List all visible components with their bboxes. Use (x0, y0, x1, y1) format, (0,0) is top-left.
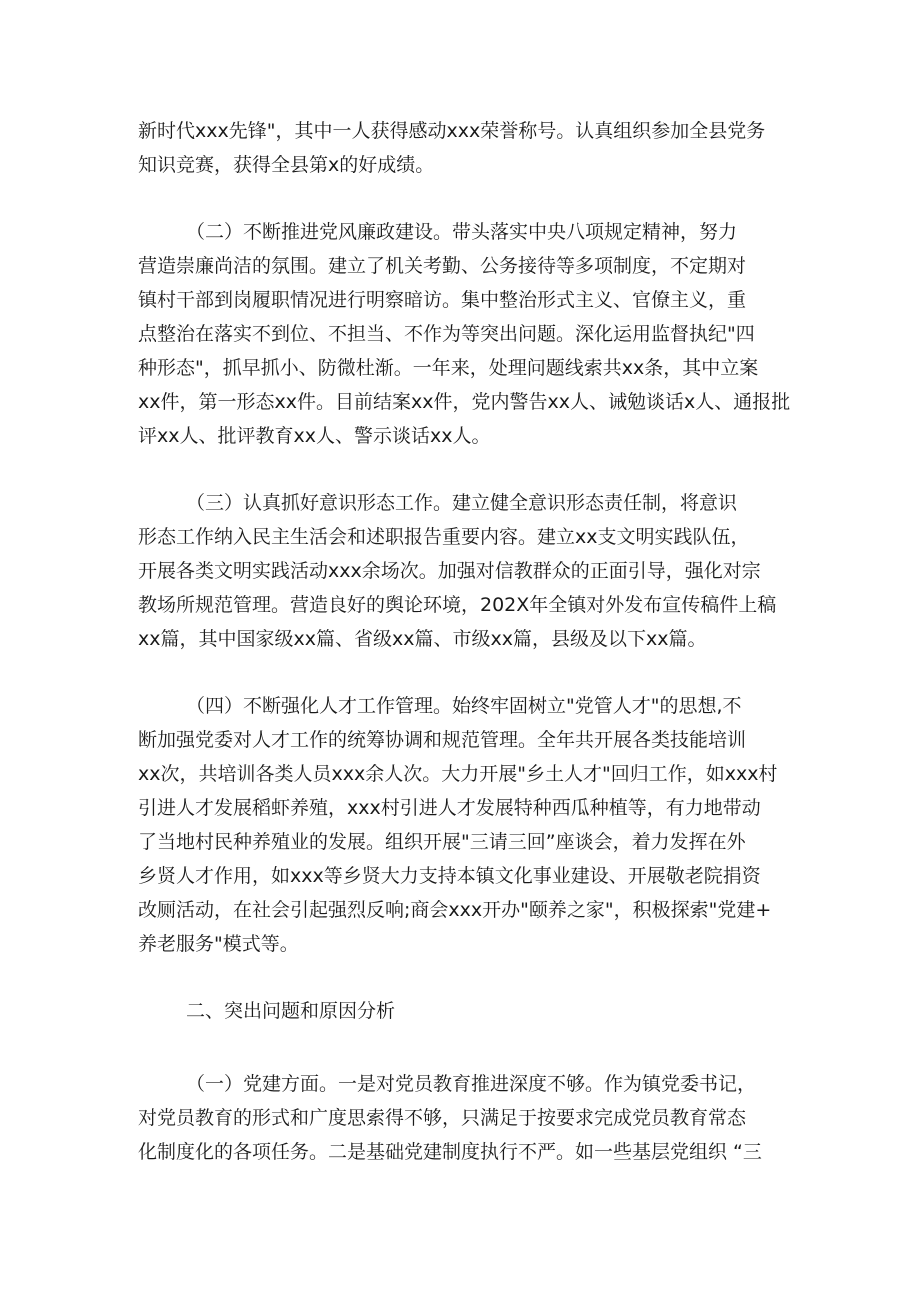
text-line: 形态工作纳入民主生活会和述职报告重要内容。建立xx支文明实践队伍， (138, 526, 750, 548)
text-line: 营造崇廉尚洁的氛围。建立了机关考勤、公务接待等多项制度，不定期对 (138, 255, 747, 277)
text-line: 养老服务"模式等。 (138, 933, 299, 955)
paragraph-3-start: （三）认真抓好意识形态工作。建立健全意识形态责任制，将意识 (186, 492, 738, 514)
text-line: 了当地村民种养殖业的发展。组织开展"三请三回”座谈会，着力发挥在外 (138, 831, 746, 853)
text-line: xx篇，其中国家级xx篇、省级xx篇、市级xx篇，县级及以下xx篇。 (138, 628, 707, 650)
paragraph-5-start: （一）党建方面。一是对党员教育推进深度不够。作为镇党委书记， (186, 1073, 757, 1095)
text-line: 点整治在落实不到位、不担当、不作为等突出问题。深化运用监督执纪"四 (138, 323, 755, 345)
text-line: 改厕活动，在社会引起强烈反响;商会xxx开办"颐养之家"，积极探索"党建+ (138, 899, 772, 921)
text-line: 镇村干部到岗履职情况进行明察暗访。集中整治形式主义、官僚主义，重 (138, 289, 747, 311)
text-line: 种形态"，抓早抓小、防微杜渐。一年来，处理问题线索共xx条，其中立案 (138, 357, 759, 379)
text-line: 对党员教育的形式和广度思索得不够，只满足于按要求完成党员教育常态 (138, 1107, 747, 1129)
text-line: 断加强党委对人才工作的统筹协调和规范管理。全年共开展各类技能培训 (138, 729, 747, 751)
text-line: 知识竞赛，获得全县第x的好成绩。 (138, 154, 435, 176)
paragraph-4-start: （四）不断强化人才工作管理。始终牢固树立"党管人才"的思想,不 (186, 695, 742, 717)
text-line: xx次，共培训各类人员xxx余人次。大力开展"乡土人才"回归工作，如xxx村 (138, 763, 778, 785)
paragraph-2-start: （二）不断推进党风廉政建设。带头落实中央八项规定精神，努力 (186, 221, 738, 243)
text-line: xx件，第一形态xx件。目前结案xx件，党内警告xx人、诫勉谈话x人、通报批 (138, 391, 791, 413)
text-line: 教场所规范管理。营造良好的舆论环境，202X年全镇对外发布宣传稿件上稿 (138, 594, 777, 616)
text-line: 评xx人、批评教育xx人、警示谈话xx人。 (138, 425, 491, 447)
text-line: 引进人才发展稻虾养殖，xxx村引进人才发展特种西瓜种植等，有力地带动 (138, 797, 761, 819)
text-line: 化制度化的各项任务。二是基础党建制度执行不严。如一些基层党组织 “三 (138, 1141, 762, 1163)
text-line: 新时代xxx先锋"，其中一人获得感动xxx荣誉称号。认真组织参加全县党务 (138, 120, 766, 142)
text-line: 开展各类文明实践活动xxx余场次。加强对信教群众的正面引导，强化对宗 (138, 560, 761, 582)
text-line: 乡贤人才作用，如xxx等乡贤大力支持本镇文化事业建设、开展敬老院捐资 (138, 865, 761, 887)
section-heading: 二、突出问题和原因分析 (186, 1000, 396, 1022)
